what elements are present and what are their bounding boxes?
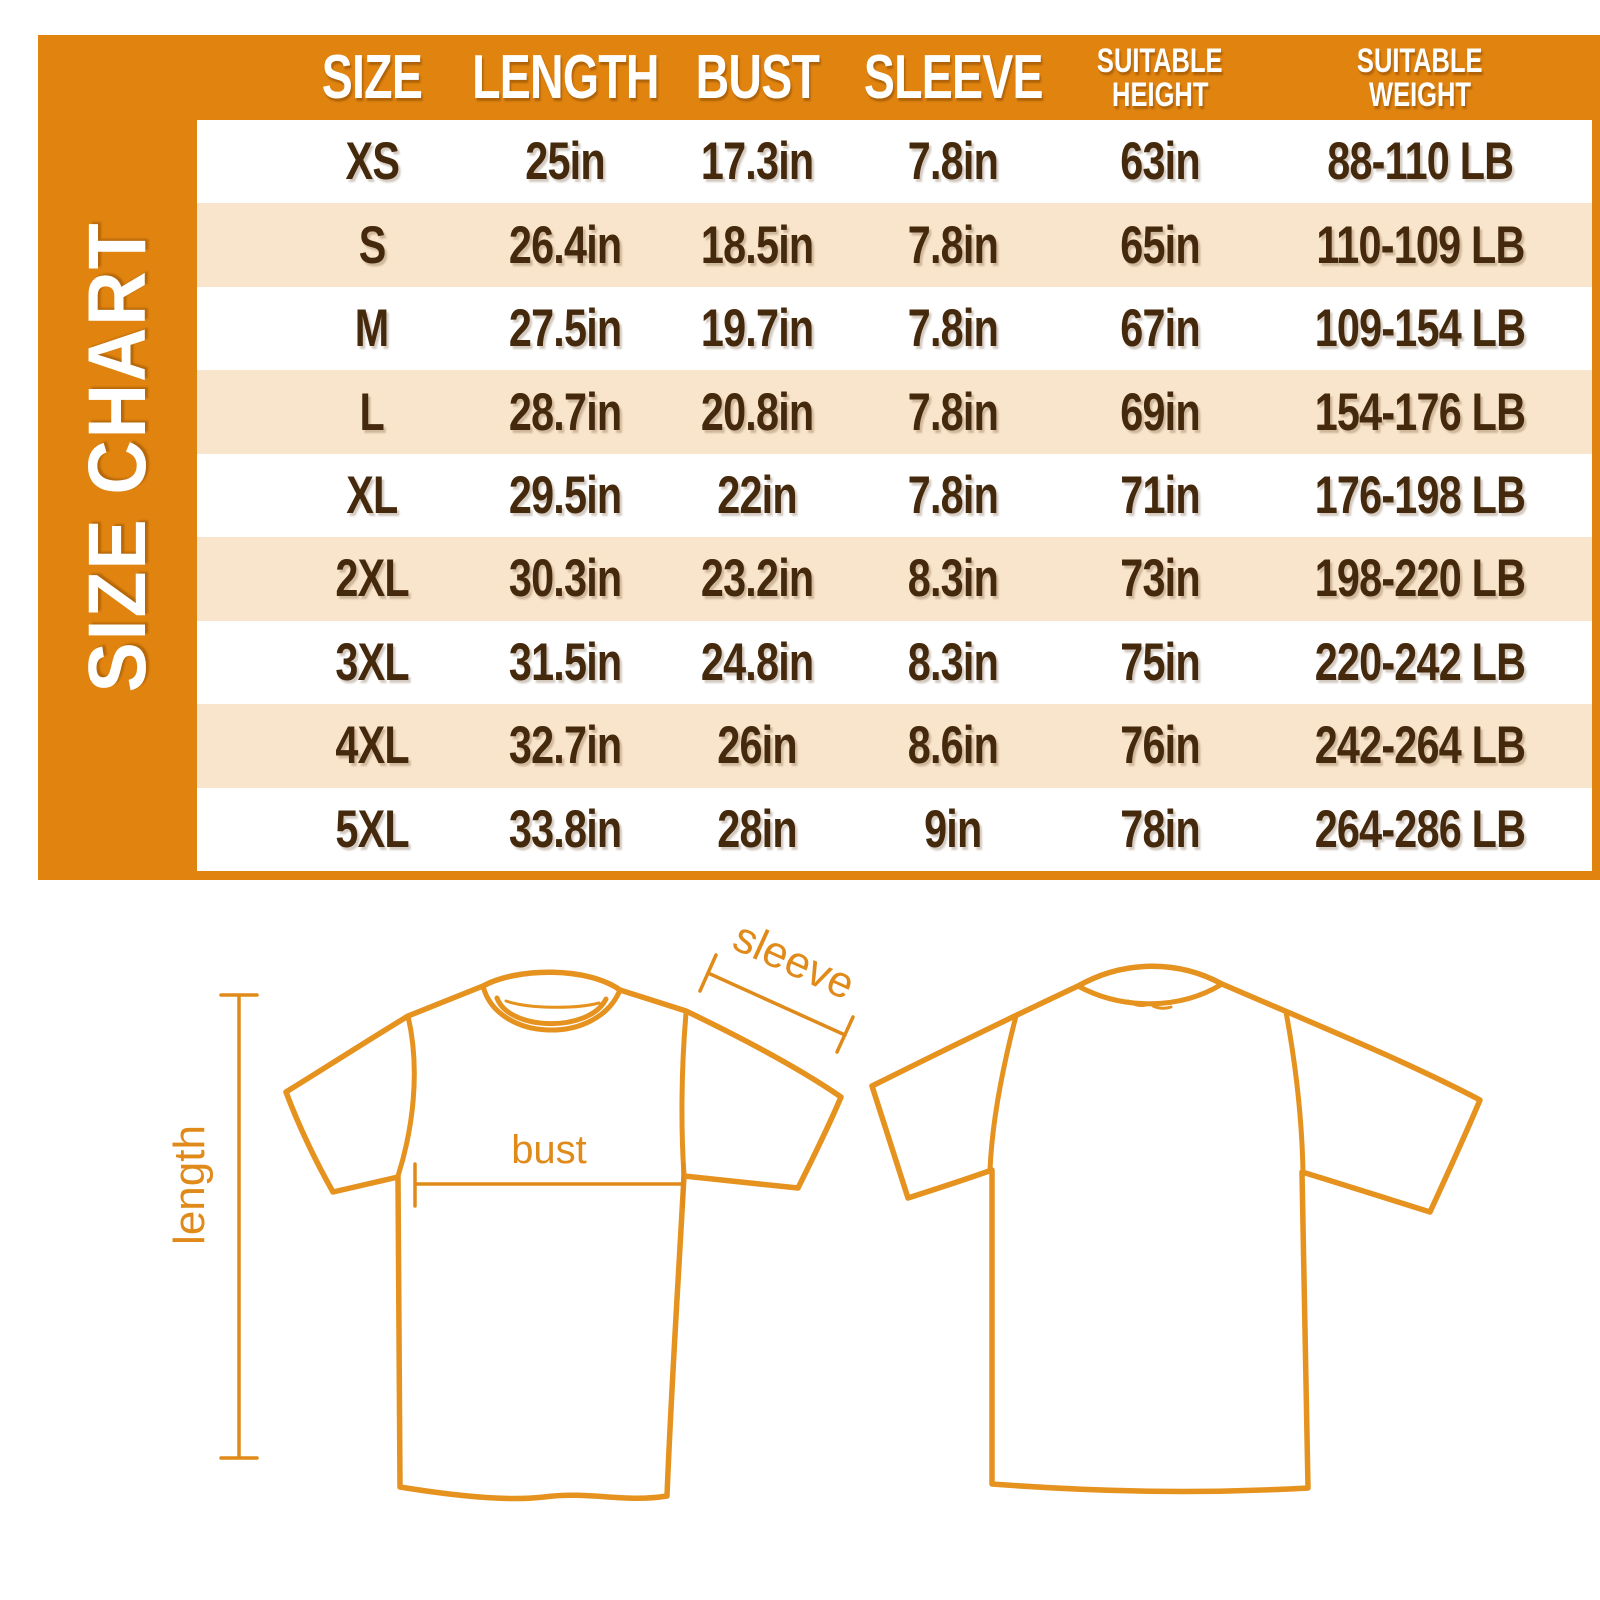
- bust-value: 26in: [717, 716, 798, 776]
- table-header-row: [197, 35, 1592, 120]
- weight-value: 154-176 LB: [1314, 382, 1526, 442]
- height-value: 75in: [1120, 632, 1200, 692]
- length-value: 26.4in: [508, 215, 622, 275]
- table-row-5xl: [197, 788, 1592, 871]
- table-row-m: [197, 287, 1592, 370]
- sleeve-value: 7.8in: [907, 382, 999, 442]
- weight-value: 109-154 LB: [1314, 299, 1526, 359]
- length-value: 28.7in: [508, 382, 622, 442]
- bust-value: 28in: [717, 799, 798, 859]
- table-row-l: [197, 370, 1592, 453]
- page-title: [68, 107, 168, 807]
- length-value: 33.8in: [508, 799, 622, 859]
- height-value: 76in: [1120, 716, 1200, 776]
- height-value: 63in: [1120, 132, 1200, 192]
- height-value: 69in: [1120, 382, 1200, 442]
- sleeve-value: 7.8in: [907, 299, 999, 359]
- column-header-suitable-weight: SUITABLE WEIGHT: [1357, 41, 1483, 114]
- length-line: [221, 995, 257, 1458]
- bust-value: 24.8in: [701, 632, 814, 692]
- table-row-4xl: [197, 704, 1592, 787]
- front-shirt-outline: [286, 972, 841, 1498]
- height-value: 65in: [1120, 215, 1200, 275]
- sleeve-value: 7.8in: [907, 215, 999, 275]
- sleeve-label: sleeve: [725, 912, 863, 1010]
- page-title-text: SIZE CHART: [72, 221, 163, 693]
- column-header-sleeve: SLEEVE: [863, 42, 1043, 112]
- column-header-suitable-height: SUITABLE HEIGHT: [1097, 41, 1223, 114]
- table-row-s: [197, 203, 1592, 286]
- length-value: 32.7in: [508, 716, 622, 776]
- size-value: 4XL: [335, 716, 409, 776]
- height-value: 67in: [1120, 299, 1200, 359]
- table-row-3xl: [197, 621, 1592, 704]
- weight-value: 176-198 LB: [1314, 465, 1526, 525]
- column-header-length: LENGTH: [471, 42, 659, 112]
- weight-value: 242-264 LB: [1314, 716, 1526, 776]
- sleeve-value: 7.8in: [907, 132, 999, 192]
- weight-value: 88-110 LB: [1326, 132, 1514, 192]
- length-dimension: [165, 995, 257, 1458]
- table-row-xs: [197, 120, 1592, 203]
- length-value: 29.5in: [508, 465, 622, 525]
- size-value: L: [359, 382, 385, 442]
- length-value: 30.3in: [508, 549, 622, 609]
- front-shirt: [286, 972, 841, 1498]
- size-chart-panel: [38, 35, 1600, 880]
- measurement-diagram: [0, 900, 1600, 1600]
- sleeve-value: 7.8in: [907, 465, 999, 525]
- size-value: 2XL: [335, 549, 409, 609]
- column-header-size: SIZE: [321, 42, 423, 112]
- length-value: 27.5in: [508, 299, 622, 359]
- bust-value: 20.8in: [701, 382, 814, 442]
- sleeve-value: 9in: [924, 799, 982, 859]
- size-value: S: [358, 215, 386, 275]
- sleeve-value: 8.3in: [907, 549, 999, 609]
- bust-value: 17.3in: [701, 132, 814, 192]
- back-shirt-outline: [872, 966, 1480, 1491]
- size-value: 3XL: [335, 632, 409, 692]
- weight-value: 110-109 LB: [1315, 215, 1525, 275]
- length-value: 31.5in: [508, 632, 622, 692]
- size-value: 5XL: [335, 799, 409, 859]
- back-shirt: [872, 966, 1480, 1491]
- bust-value: 18.5in: [701, 215, 814, 275]
- table-row-xl: [197, 454, 1592, 537]
- bust-value: 19.7in: [701, 299, 814, 359]
- bust-label: bust: [511, 1128, 587, 1172]
- weight-value: 264-286 LB: [1314, 799, 1526, 859]
- size-value: XS: [345, 132, 399, 192]
- table-row-2xl: [197, 537, 1592, 620]
- column-header-bust: BUST: [695, 42, 820, 112]
- weight-value: 220-242 LB: [1314, 632, 1526, 692]
- height-value: 71in: [1120, 465, 1200, 525]
- bust-value: 23.2in: [701, 549, 814, 609]
- size-value: XL: [346, 465, 398, 525]
- table-body: [197, 120, 1592, 871]
- sleeve-value: 8.3in: [907, 632, 999, 692]
- length-label: length: [165, 1125, 214, 1245]
- sleeve-value: 8.6in: [907, 716, 999, 776]
- size-value: M: [355, 299, 389, 359]
- weight-value: 198-220 LB: [1314, 549, 1526, 609]
- height-value: 73in: [1120, 549, 1200, 609]
- length-value: 25in: [525, 132, 605, 192]
- height-value: 78in: [1120, 799, 1200, 859]
- bust-value: 22in: [717, 465, 798, 525]
